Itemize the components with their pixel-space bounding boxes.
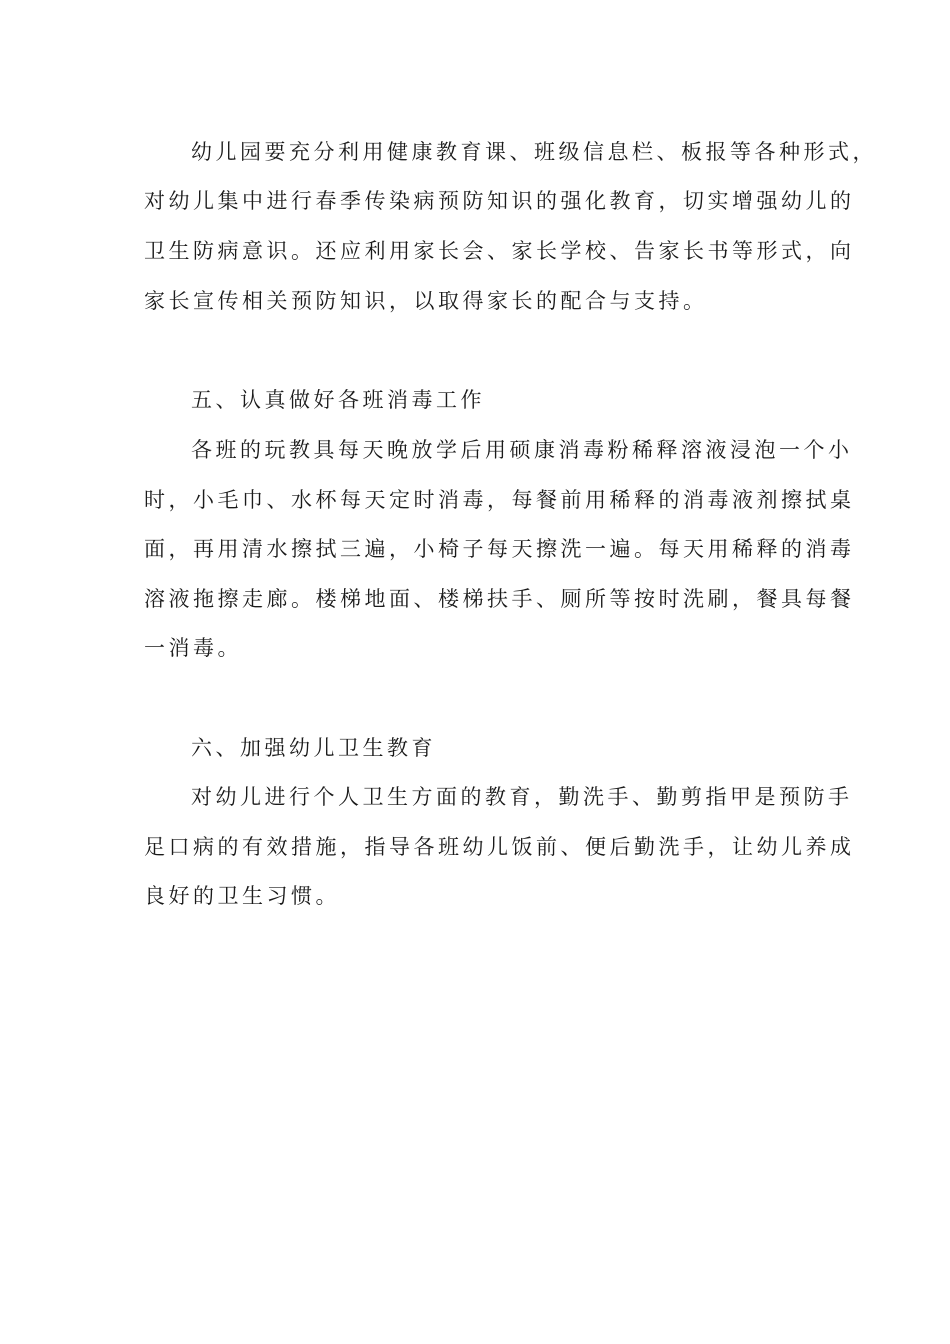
section-5-line-1: 各班的玩教具每天晚放学后用硕康消毒粉稀释溶液浸泡一个小 [191,438,853,462]
section-5-heading: 五、认真做好各班消毒工作 [191,388,485,412]
section-6-line-1: 对幼儿进行个人卫生方面的教育，勤洗手、勤剪指甲是预防手 [191,785,853,809]
section-5-line-5: 一消毒。 [144,636,242,660]
section-5-line-4: 溶液拖擦走廊。楼梯地面、楼梯扶手、厕所等按时洗刷，餐具每餐 [144,587,855,611]
intro-line-4: 家长宣传相关预防知识，以取得家长的配合与支持。 [144,289,708,313]
section-5-line-3: 面，再用清水擦拭三遍，小椅子每天擦洗一遍。每天用稀释的消毒 [144,537,855,561]
section-6-heading: 六、加强幼儿卫生教育 [191,736,436,760]
intro-line-1: 幼儿园要充分利用健康教育课、班级信息栏、板报等各种形式， [191,140,877,164]
intro-line-3: 卫生防病意识。还应利用家长会、家长学校、告家长书等形式，向 [144,239,855,263]
intro-line-2: 对幼儿集中进行春季传染病预防知识的强化教育，切实增强幼儿的 [144,189,855,213]
section-6-line-3: 良好的卫生习惯。 [144,884,340,908]
section-5-line-2: 时，小毛巾、水杯每天定时消毒，每餐前用稀释的消毒液剂擦拭桌 [144,488,855,512]
section-6-line-2: 足口病的有效措施，指导各班幼儿饭前、便后勤洗手，让幼儿养成 [144,835,855,859]
